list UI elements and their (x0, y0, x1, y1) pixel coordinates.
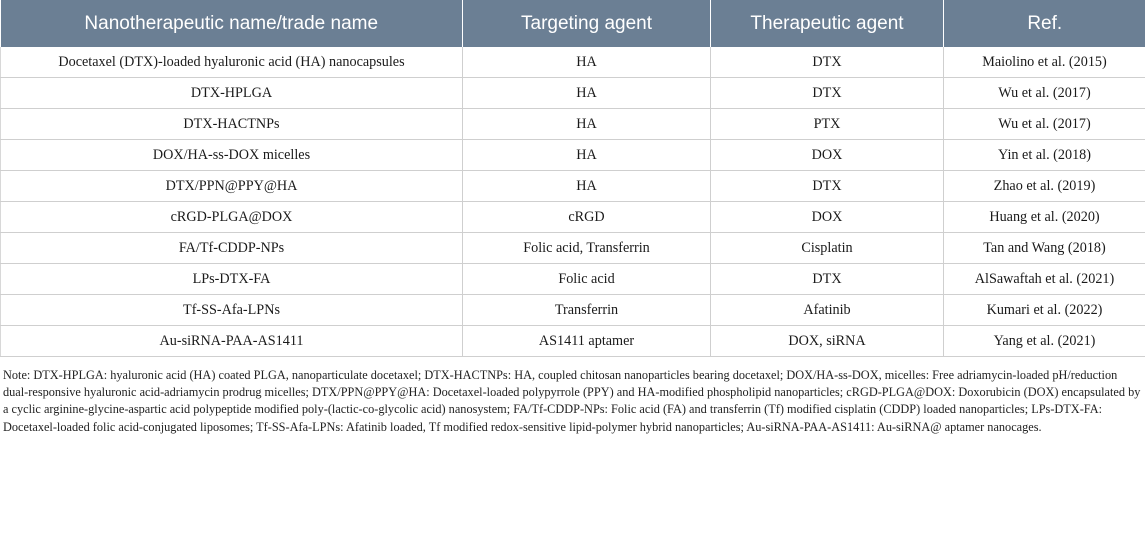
cell-name: DTX-HPLGA (1, 78, 463, 109)
header-therapeutic-agent: Therapeutic agent (711, 0, 944, 47)
table-row (1, 171, 1145, 202)
cell-therapeutic-agent: DTX (711, 78, 944, 109)
table-row (1, 326, 1145, 357)
cell-name: Au-siRNA-PAA-AS1411 (1, 326, 463, 357)
cell-targeting-agent: HA (463, 109, 711, 140)
table-row (1, 78, 1145, 109)
cell-targeting-agent: Transferrin (463, 295, 711, 326)
cell-therapeutic-agent: PTX (711, 109, 944, 140)
cell-targeting-agent: HA (463, 140, 711, 171)
cell-ref: Yin et al. (2018) (944, 140, 1145, 171)
cell-therapeutic-agent: DTX (711, 47, 944, 78)
cell-therapeutic-agent: Cisplatin (711, 233, 944, 264)
cell-name: DOX/HA-ss-DOX micelles (1, 140, 463, 171)
cell-name: FA/Tf-CDDP-NPs (1, 233, 463, 264)
table-row (1, 264, 1145, 295)
cell-targeting-agent: HA (463, 78, 711, 109)
cell-targeting-agent: Folic acid (463, 264, 711, 295)
cell-name: Tf-SS-Afa-LPNs (1, 295, 463, 326)
cell-therapeutic-agent: Afatinib (711, 295, 944, 326)
cell-targeting-agent: Folic acid, Transferrin (463, 233, 711, 264)
cell-ref: Huang et al. (2020) (944, 202, 1145, 233)
header-targeting-agent: Targeting agent (463, 0, 711, 47)
cell-therapeutic-agent: DTX (711, 264, 944, 295)
cell-name: Docetaxel (DTX)-loaded hyaluronic acid (HA) nanocapsules (1, 47, 463, 78)
cell-targeting-agent: AS1411 aptamer (463, 326, 711, 357)
cell-ref: Tan and Wang (2018) (944, 233, 1145, 264)
table-row (1, 47, 1145, 78)
header-name: Nanotherapeutic name/trade name (1, 0, 463, 47)
table-row (1, 233, 1145, 264)
header-ref: Ref. (944, 0, 1145, 47)
cell-name: DTX/PPN@PPY@HA (1, 171, 463, 202)
cell-name: LPs-DTX-FA (1, 264, 463, 295)
cell-ref: Wu et al. (2017) (944, 109, 1145, 140)
cell-ref: Zhao et al. (2019) (944, 171, 1145, 202)
table-row (1, 140, 1145, 171)
cell-therapeutic-agent: DOX (711, 140, 944, 171)
cell-targeting-agent: cRGD (463, 202, 711, 233)
cell-targeting-agent: HA (463, 47, 711, 78)
table-row (1, 202, 1145, 233)
cell-therapeutic-agent: DOX, siRNA (711, 326, 944, 357)
cell-ref: Wu et al. (2017) (944, 78, 1145, 109)
cell-ref: AlSawaftah et al. (2021) (944, 264, 1145, 295)
table-row (1, 109, 1145, 140)
table-row (1, 295, 1145, 326)
cell-targeting-agent: HA (463, 171, 711, 202)
cell-name: DTX-HACTNPs (1, 109, 463, 140)
table-header-row (1, 0, 1145, 47)
cell-ref: Kumari et al. (2022) (944, 295, 1145, 326)
cell-ref: Maiolino et al. (2015) (944, 47, 1145, 78)
cell-therapeutic-agent: DOX (711, 202, 944, 233)
cell-ref: Yang et al. (2021) (944, 326, 1145, 357)
cell-therapeutic-agent: DTX (711, 171, 944, 202)
cell-name: cRGD-PLGA@DOX (1, 202, 463, 233)
table-footnote: Note: DTX-HPLGA: hyaluronic acid (HA) coated PLGA, nanoparticulate docetaxel; DTX-HACTNPs: HA, coupled chitosan nanoparticles bearing docetaxel; DOX/HA-ss-DOX, micelles: Free adriamycin-loaded pH/reduction dual-responsive hyaluronic acid-adriamycin prodrug micelles; DTX/PPN@PPY@HA: Docetaxel-loaded polypyrrole (PPY) and HA-modified phospholipid nanoparticles; cRGD-PLGA@DOX: Doxorubicin (DOX) encapsulated by a cyclic arginine-glycine-aspartic acid polypeptide modified poly-(lactic-co-glycolic acid) nanosystem; FA/Tf-CDDP-NPs: Folic acid (FA) and transferrin (Tf) modified cisplatin (CDDP) loaded nanoparticles; LPs-DTX-FA: Docetaxel-loaded folic acid-conjugated liposomes; Tf-SS-Afa-LPNs: Afatinib loaded, Tf modified redox-sensitive lipid-polymer hybrid nanoparticles; Au-siRNA-PAA-AS1411: Au-siRNA@ aptamer nanocages. (3, 368, 1141, 434)
